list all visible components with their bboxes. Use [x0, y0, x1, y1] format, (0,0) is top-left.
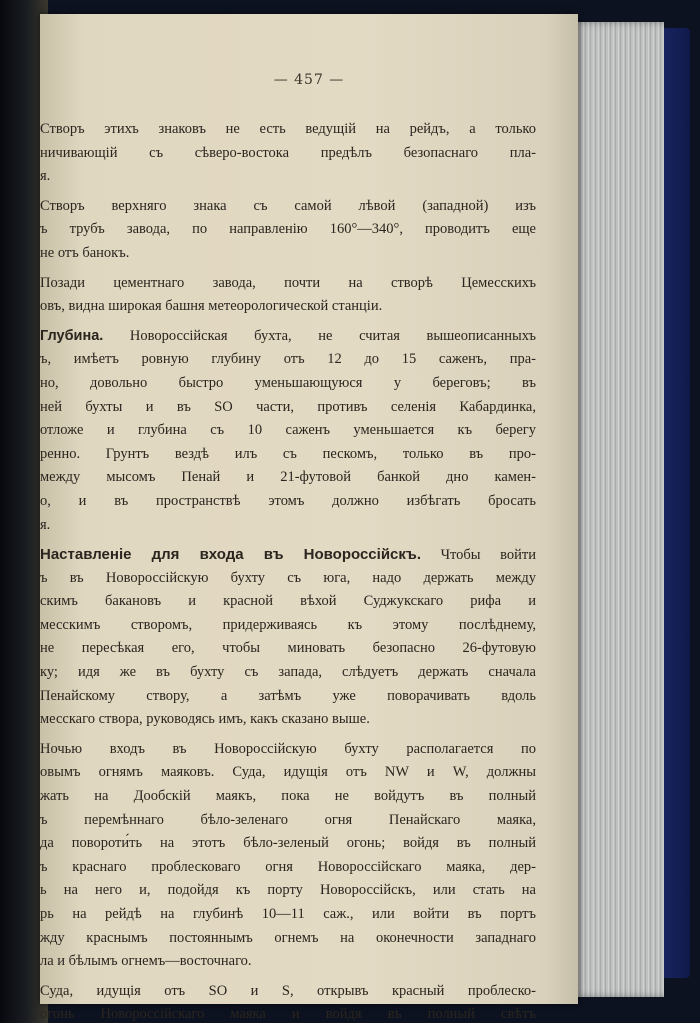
- text-line: [40, 637, 536, 661]
- text-line: [40, 295, 536, 319]
- text-line: [40, 419, 536, 443]
- page-text: [40, 118, 536, 1023]
- text-line: [40, 708, 536, 732]
- line-text: ней бухты и въ SO части, противъ селенія Кабардинка,: [40, 398, 536, 415]
- line-text: но, довольно быстро уменьшающуюся у береговъ; въ: [40, 374, 536, 391]
- line-text: ку; идя же въ бухту съ запада, слѣдуетъ держать сначала: [40, 664, 536, 681]
- line-text: скимъ бакановъ и красной вѣхой Суджукскаго рифа и: [40, 593, 536, 610]
- line-text: Ночью входъ въ Новороссійскую бухту располагается по: [40, 740, 536, 757]
- line-text: месскимъ створомъ, придерживаясь къ этому послѣднему,: [40, 616, 536, 633]
- page-number: — 457 —: [273, 72, 345, 88]
- line-text: ла и бѣлымъ огнемъ—восточнаго.: [40, 953, 252, 970]
- text-line: [40, 272, 536, 296]
- text-line: [40, 567, 536, 591]
- text-line: [40, 661, 536, 685]
- line-text: Новороссійская бухта, не считая вышеописанныхъ: [103, 327, 536, 344]
- text-line: [40, 614, 536, 638]
- line-text: ъ краснаго проблесковаго огня Новороссійскаго маяка, дер-: [40, 858, 536, 875]
- text-line: [40, 832, 536, 856]
- line-text: я.: [40, 168, 51, 185]
- page-block-edges: [572, 22, 664, 997]
- text-line: [40, 879, 536, 903]
- line-text: ь на него и, подойдя къ порту Новороссійскъ, или стать на: [40, 882, 536, 899]
- text-line: [40, 590, 536, 614]
- text-line: [40, 543, 536, 567]
- line-text: Створъ этихъ знаковъ не есть ведущій на рейдъ, а только: [40, 121, 536, 137]
- line-text: Пенайскому створу, а затѣмъ уже поворачивать вдоль: [40, 687, 536, 704]
- line-text: рь на рейдѣ на глубинѣ 10—11 саж., или войти въ портъ: [40, 906, 536, 922]
- line-text: да повороти́ть на этотъ бѣло-зеленый огонь; войдя въ полный: [40, 835, 536, 852]
- line-text: Суда, идущія отъ SO и S, открывъ красный проблеско-: [40, 982, 536, 999]
- line-text: я.: [40, 516, 51, 533]
- line-text: ъ, имѣетъ ровную глубину отъ 12 до 15 саженъ, пра-: [40, 351, 536, 368]
- line-text: ъ въ Новороссійскую бухту съ юга, надо держать между: [40, 569, 536, 586]
- line-text: ъ трубъ завода, по направленію 160°—340°, проводитъ еще: [40, 221, 536, 238]
- line-text: Позади цементнаго завода, почти на створѣ Цемесскихъ: [40, 274, 536, 291]
- text-line: [40, 761, 536, 785]
- line-text: ъ перемѣннаго бѣло-зеленаго огня Пенайскаго маяка,: [40, 811, 536, 828]
- text-line: [40, 856, 536, 880]
- text-line: [40, 466, 536, 490]
- text-line: [40, 738, 536, 762]
- text-line: [40, 242, 536, 266]
- line-text: не пересѣкая его, чтобы миновать безопасно 26-футовую: [40, 640, 536, 657]
- line-text: жать на Дообскій маякъ, пока не войдутъ въ полный: [40, 788, 536, 805]
- line-text: овъ, видна широкая башня метеорологической станціи.: [40, 298, 383, 315]
- text-line: [40, 785, 536, 809]
- text-line: [40, 218, 536, 242]
- line-text: огонь Новороссійскаго маяка и войдя въ полный свѣтъ: [40, 1006, 536, 1023]
- text-line: [40, 195, 536, 219]
- text-line: [40, 443, 536, 467]
- section-title: Наставленіе для входа въ Новороссійскъ.: [40, 546, 421, 564]
- line-text: отложе и глубина съ 10 саженъ уменьшается къ берегу: [40, 422, 536, 439]
- text-line: [40, 490, 536, 514]
- text-line: [40, 325, 536, 349]
- text-line: [40, 685, 536, 709]
- text-line: [40, 1003, 536, 1023]
- line-text: жду краснымъ постояннымъ огнемъ на оконечности западнаго: [40, 929, 536, 946]
- line-text: между мысомъ Пенай и 21-футовой банкой дно камен-: [40, 469, 536, 486]
- text-line: [40, 927, 536, 951]
- line-text: ренно. Грунтъ вездѣ илъ съ пескомъ, только въ про-: [40, 445, 536, 462]
- text-line: [40, 118, 536, 142]
- text-line: [40, 165, 536, 189]
- text-line: [40, 142, 536, 166]
- line-text: овымъ огнямъ маяковъ. Суда, идущія отъ NW и W, должны: [40, 764, 536, 781]
- line-text: месскаго створа, руководясь имъ, какъ сказано выше.: [40, 711, 370, 728]
- text-line: [40, 396, 536, 420]
- text-line: [40, 372, 536, 396]
- section-heading: Глубина.: [40, 327, 104, 344]
- book-page: [40, 14, 578, 1023]
- text-line: [40, 514, 536, 538]
- text-line: [40, 348, 536, 372]
- line-text: не отъ банокъ.: [40, 244, 130, 261]
- text-line: [40, 809, 536, 833]
- line-text: Чтобы войти: [421, 547, 536, 564]
- line-text: Створъ верхняго знака съ самой лѣвой (западной) изъ: [40, 197, 536, 214]
- line-text: ничивающій съ сѣверо-востока предѣлъ безопаснаго пла-: [40, 144, 536, 161]
- text-line: [40, 903, 536, 927]
- text-line: [40, 980, 536, 1004]
- text-line: [40, 950, 536, 974]
- line-text: о, и въ пространствѣ этомъ должно избѣгать бросать: [40, 492, 536, 509]
